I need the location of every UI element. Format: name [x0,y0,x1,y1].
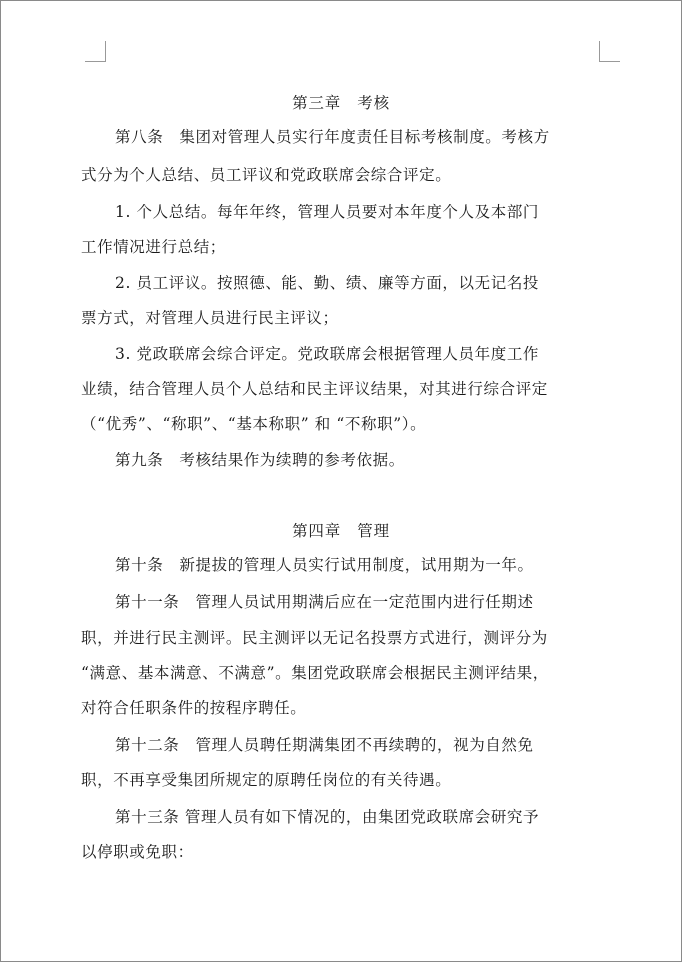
item-2-line-2: 票方式，对管理人员进行民主评议； [81,309,339,327]
article-11-line-4: 对符合任职条件的按程序聘任。 [81,699,307,717]
chapter-3-title: 第三章 考核 [292,94,390,112]
item-3-line-3: （“优秀”、“称职”、“基本称职” 和 “不称职”）。 [81,415,427,433]
article-12-line-1: 第十二条 管理人员聘任期满集团不再续聘的，视为自然免 [115,736,534,754]
crop-mark-top-right [599,41,620,62]
article-11-line-1: 第十一条 管理人员试用期满后应在一定范围内进行任期述 [115,593,534,611]
article-10-line-1: 第十条 新提拔的管理人员实行试用制度，试用期为一年。 [115,556,534,574]
article-8-line-2: 式分为个人总结、员工评议和党政联席会综合评定。 [81,166,452,184]
article-12-line-2: 职，不再享受集团所规定的原聘任岗位的有关待遇。 [81,771,452,789]
article-11-line-3: “满意、基本满意、不满意”。集团党政联席会根据民主测评结果， [81,664,549,682]
item-1-line-2: 工作情况进行总结； [81,238,226,256]
item-1-line-1: 1. 个人总结。每年年终，管理人员要对本年度个人及本部门 [115,203,540,221]
article-13-line-2: 以停职或免职： [81,843,194,861]
article-9-line-1: 第九条 考核结果作为续聘的参考依据。 [115,451,405,469]
article-8-line-1: 第八条 集团对管理人员实行年度责任目标考核制度。考核方 [115,128,550,146]
crop-mark-top-left [85,41,106,62]
item-3-line-2: 业绩，结合管理人员个人总结和民主评议结果，对其进行综合评定 [81,380,548,398]
article-13-line-1: 第十三条 管理人员有如下情况的，由集团党政联席会研究予 [115,808,540,826]
article-11-line-2: 职，并进行民主测评。民主测评以无记名投票方式进行，测评分为 [81,629,548,647]
chapter-4-title: 第四章 管理 [292,522,390,540]
item-3-line-1: 3. 党政联席会综合评定。党政联席会根据管理人员年度工作 [115,345,540,363]
item-2-line-1: 2. 员工评议。按照德、能、勤、绩、廉等方面，以无记名投 [115,274,540,292]
